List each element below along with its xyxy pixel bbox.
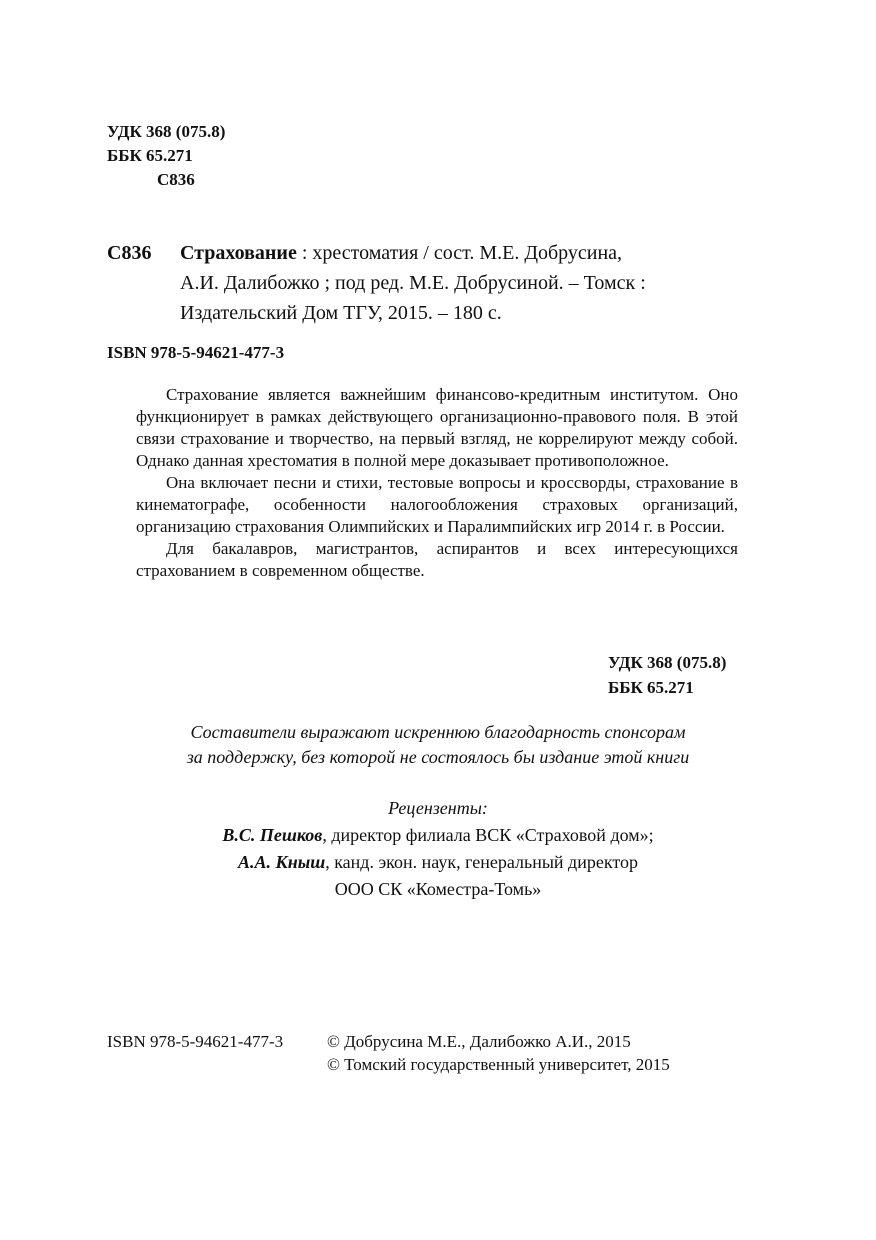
reviewer-2-organization: ООО СК «Коместра-Томь» [334, 879, 542, 899]
copyright-line: © Добрусина М.Е., Далибожко А.И., 2015 [327, 1032, 631, 1051]
header-classification-codes [107, 120, 225, 192]
abstract [136, 384, 738, 582]
catalog-entry [180, 238, 780, 328]
isbn-header: ISBN 978-5-94621-477-3 [107, 343, 285, 362]
udk-code: УДК 368 (075.8) [107, 122, 226, 141]
reviewer-2-role: , канд. экон. наук, генеральный директор [325, 852, 638, 872]
catalog-line-1 [180, 238, 780, 268]
bbk-code: ББК 65.271 [107, 146, 193, 165]
bottom-classification-codes [608, 650, 726, 700]
reviewers-block [100, 795, 776, 903]
reviewers-heading: Рецензенты: [388, 798, 488, 818]
catalog-line-3: Издательский Дом ТГУ, 2015. – 180 с. [180, 302, 502, 324]
footer-isbn: ISBN 978-5-94621-477-3 [107, 1032, 284, 1051]
abstract-paragraph: Она включает песни и стихи, тестовые вопросы и кроссворды, страхование в кинематографе, особенности налогообложения страховых организаций, организацию страхования Олимпийских и Паралимпийских игр 2014 г. в России. [136, 473, 738, 536]
reviewer-1-name: В.С. Пешков [222, 825, 323, 845]
udk-code: УДК 368 (075.8) [608, 653, 727, 672]
catalog-line-2: А.И. Далибожко ; под ред. М.Е. Добрусиной. – Томск : [180, 272, 646, 294]
book-title: Страхование [180, 242, 297, 264]
abstract-paragraph: Страхование является важнейшим финансово-кредитным институтом. Оно функционирует в рамках действующего организационно-правового поля. В этой связи страхование и творчество, на первый взгляд, не коррелируют между собой. Однако данная хрестоматия в полной мере доказывает противоположное. [136, 385, 738, 470]
acknowledgement-line: Составители выражают искреннюю благодарность спонсорам [190, 722, 686, 742]
reviewer-2-name: А.А. Кныш [238, 852, 326, 872]
abstract-paragraph: Для бакалавров, магистрантов, аспирантов и всех интересующихся страхованием в современном обществе. [136, 539, 738, 580]
copyright-block [327, 1030, 670, 1076]
catalog-mark: С836 [107, 242, 152, 264]
footer-imprint [107, 1030, 670, 1074]
author-sign: С836 [157, 170, 195, 189]
bbk-code: ББК 65.271 [608, 678, 694, 697]
reviewer-1-role: , директор филиала ВСК «Страховой дом»; [322, 825, 654, 845]
reviewer-2 [100, 849, 776, 876]
catalog-line-1-rest: : хрестоматия / сост. М.Е. Добрусина, [296, 242, 623, 264]
acknowledgement [100, 720, 776, 770]
reviewer-1 [100, 822, 776, 849]
copyright-line: © Томский государственный университет, 2015 [327, 1055, 670, 1074]
acknowledgement-line: за поддержку, без которой не состоялось бы издание этой книги [186, 747, 690, 767]
